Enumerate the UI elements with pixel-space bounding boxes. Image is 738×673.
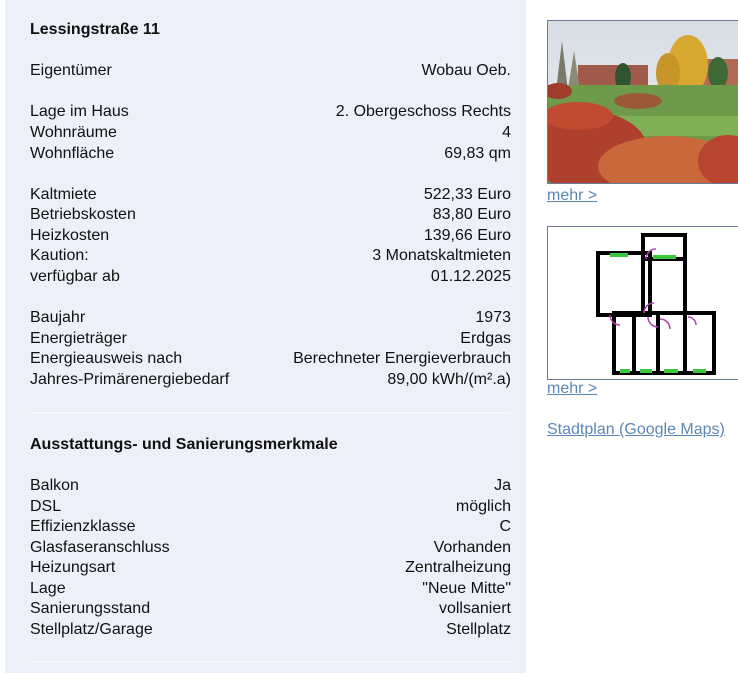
feature-value: vollsaniert xyxy=(438,600,511,617)
section-divider xyxy=(30,661,511,663)
detail-label: Baujahr xyxy=(30,309,86,326)
detail-value: 4 xyxy=(502,124,511,141)
feature-label: Stellplatz/Garage xyxy=(30,621,153,638)
detail-value: 522,33 Euro xyxy=(423,186,511,203)
detail-label: Energieausweis nach xyxy=(30,350,183,367)
detail-label: Heizkosten xyxy=(30,227,110,244)
detail-value: Wobau Oeb. xyxy=(421,62,511,79)
floorplan-thumbnail[interactable] xyxy=(547,226,738,380)
property-photo-image xyxy=(548,21,738,184)
detail-label: verfügbar ab xyxy=(30,268,120,285)
feature-label: Effizienzklasse xyxy=(30,518,136,535)
detail-value: 83,80 Euro xyxy=(432,206,511,223)
property-title: Lessingstraße 11 xyxy=(30,21,160,38)
feature-value: "Neue Mitte" xyxy=(422,580,511,597)
detail-label: Betriebskosten xyxy=(30,206,136,223)
feature-label: DSL xyxy=(30,498,62,515)
detail-value: 89,00 kWh/(m².a) xyxy=(387,371,511,388)
floorplan-image xyxy=(548,227,738,380)
feature-row-efficiency-class xyxy=(30,517,511,537)
feature-row-parking xyxy=(30,620,511,640)
detail-row-cold-rent xyxy=(30,185,511,205)
section-divider xyxy=(30,412,511,414)
detail-row-energy-certificate xyxy=(30,349,511,369)
detail-row-heating-costs xyxy=(30,226,511,246)
detail-label: Wohnfläche xyxy=(30,145,115,162)
details-panel xyxy=(5,0,526,673)
floorplan-more-link[interactable]: mehr > xyxy=(547,380,598,397)
feature-row-balcony xyxy=(30,476,511,496)
feature-value: möglich xyxy=(455,498,511,515)
feature-label: Lage xyxy=(30,580,66,597)
detail-row-energy-source xyxy=(30,329,511,349)
detail-value: 2. Obergeschoss Rechts xyxy=(335,103,511,120)
feature-value: Stellplatz xyxy=(446,621,511,638)
detail-row-year-built xyxy=(30,308,511,328)
feature-row-location xyxy=(30,579,511,599)
detail-row-floor xyxy=(30,102,511,122)
feature-label: Heizungsart xyxy=(30,559,116,576)
detail-row-deposit xyxy=(30,246,511,266)
detail-row-rooms xyxy=(30,123,511,143)
detail-label: Kaution: xyxy=(30,247,89,264)
detail-label: Energieträger xyxy=(30,330,127,347)
property-photo[interactable] xyxy=(547,20,738,184)
detail-label: Jahres-Primärenergiebedarf xyxy=(30,371,230,388)
feature-label: Balkon xyxy=(30,477,79,494)
feature-label: Sanierungsstand xyxy=(30,600,151,617)
feature-row-dsl xyxy=(30,497,511,517)
detail-row-operating-costs xyxy=(30,205,511,225)
feature-row-heating-type xyxy=(30,558,511,578)
detail-label: Lage im Haus xyxy=(30,103,129,120)
detail-value: Erdgas xyxy=(460,330,511,347)
feature-value: Vorhanden xyxy=(433,539,511,556)
detail-label: Wohnräume xyxy=(30,124,117,141)
feature-value: Ja xyxy=(494,477,511,494)
detail-value: 139,66 Euro xyxy=(423,227,511,244)
feature-row-fiber xyxy=(30,538,511,558)
feature-row-renovation xyxy=(30,599,511,619)
detail-value: 01.12.2025 xyxy=(430,268,511,285)
detail-row-available-from xyxy=(30,267,511,287)
detail-value: 1973 xyxy=(475,309,511,326)
detail-row-primary-energy xyxy=(30,370,511,390)
photo-more-link[interactable]: mehr > xyxy=(547,187,598,204)
feature-label: Glasfaseranschluss xyxy=(30,539,170,556)
feature-value: Zentralheizung xyxy=(405,559,511,576)
google-maps-link[interactable]: Stadtplan (Google Maps) xyxy=(547,421,725,438)
detail-label: Kaltmiete xyxy=(30,186,97,203)
detail-value: 3 Monatskaltmieten xyxy=(372,247,511,264)
detail-value: 69,83 qm xyxy=(444,145,511,162)
features-title: Ausstattungs- und Sanierungsmerkmale xyxy=(30,436,338,453)
detail-label: Eigentümer xyxy=(30,62,112,79)
detail-row-owner xyxy=(30,61,511,81)
detail-value: Berechneter Energieverbrauch xyxy=(293,350,511,367)
feature-value: C xyxy=(499,518,511,535)
detail-row-area xyxy=(30,144,511,164)
